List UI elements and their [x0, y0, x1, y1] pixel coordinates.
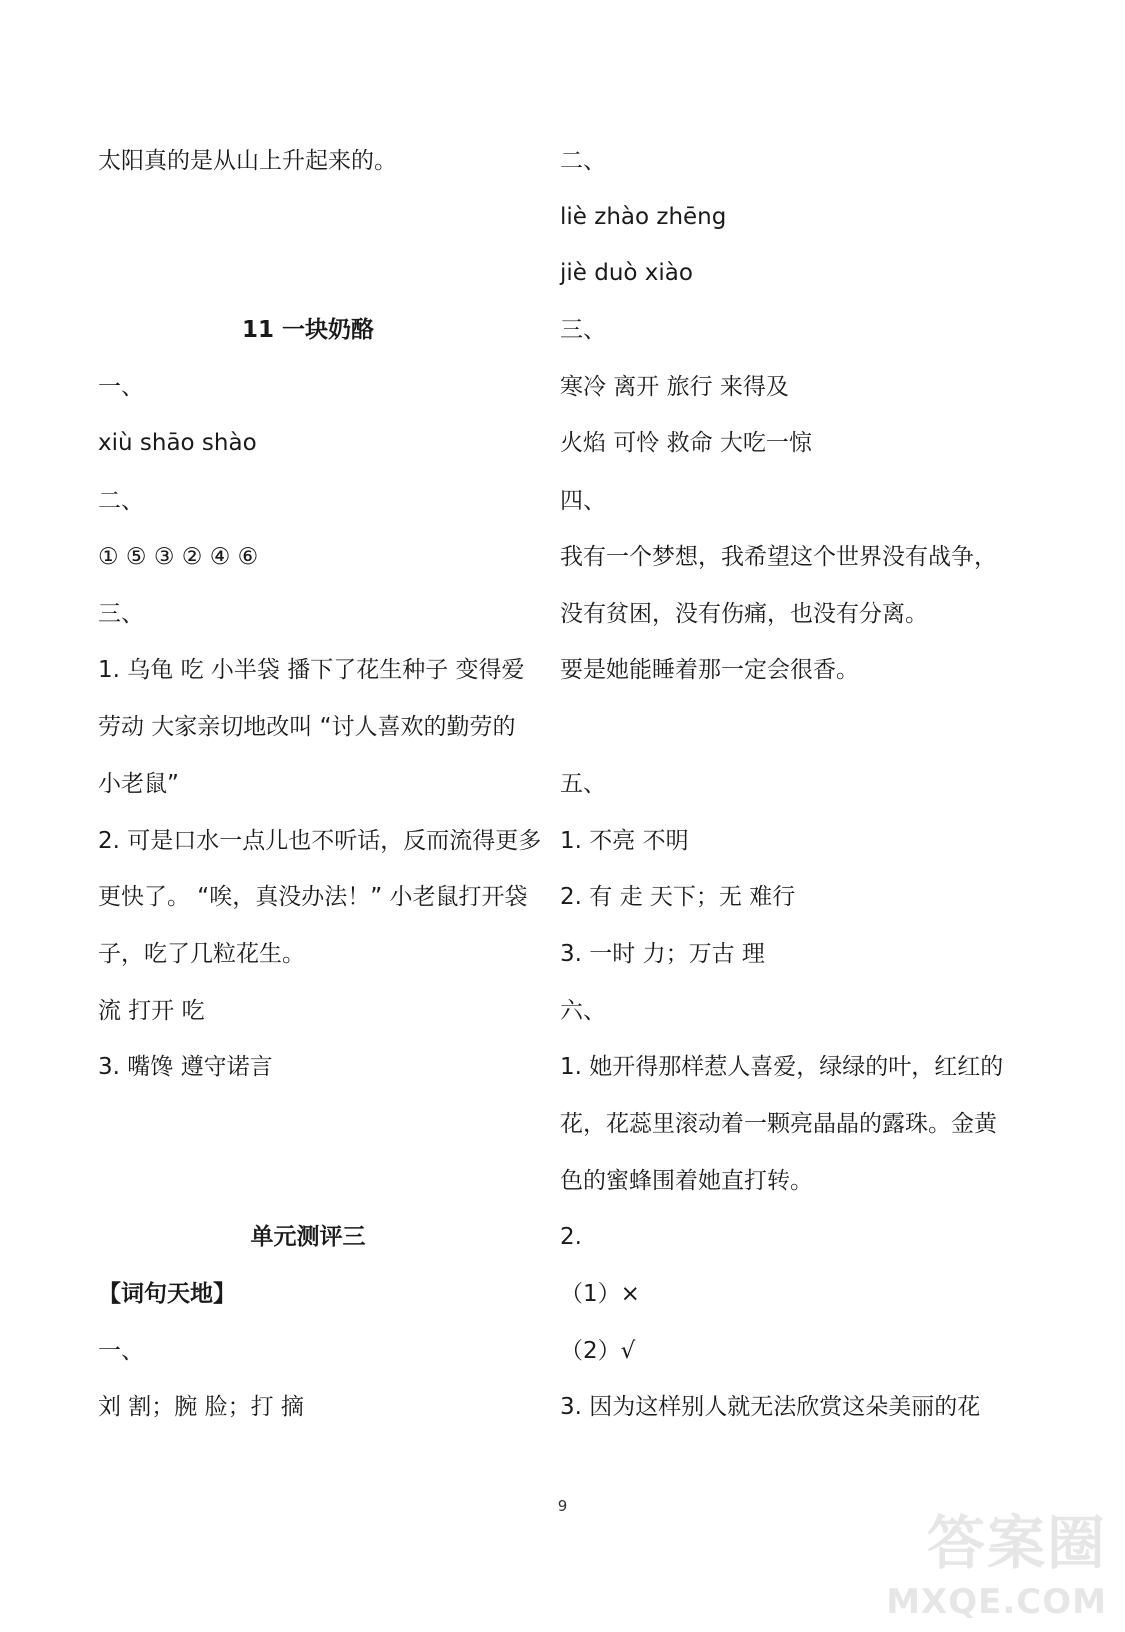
unit-title: 单元测评三: [250, 1224, 366, 1250]
text-line: 2. 有 走 天下；无 难行: [560, 884, 796, 910]
text-line: （2）√: [560, 1338, 636, 1364]
watermark-top-text: 答案圈: [926, 1509, 1107, 1577]
text-line: 我有一个梦想，我希望这个世界没有战争，: [560, 544, 997, 570]
text-line: 2. 可是口水一点儿也不听话，反而流得更多: [98, 828, 542, 854]
section-label: 四、: [560, 488, 606, 514]
text-line: 1. 不亮 不明: [560, 828, 689, 854]
text-line: 小老鼠”: [98, 771, 179, 797]
text-line: 要是她能睡着那一定会很香。: [560, 657, 859, 683]
text-line: 1. 她开得那样惹人喜爱，绿绿的叶，红红的: [560, 1054, 1004, 1080]
text-line: 火焰 可怜 救命 大吃一惊: [560, 430, 812, 456]
text-line: 太阳真的是从山上升起来的。: [98, 148, 397, 174]
watermark-bottom-text: MXQE.COM: [886, 1582, 1107, 1622]
section-label: 三、: [98, 601, 144, 627]
text-line: 劳动 大家亲切地改叫 “讨人喜欢的勤劳的: [98, 714, 516, 740]
text-line: 更快了。 “唉，真没办法！” 小老鼠打开袋: [98, 884, 528, 910]
section-label: 一、: [98, 1338, 144, 1364]
text-line: 3. 因为这样别人就无法欣赏这朵美丽的花: [560, 1394, 981, 1420]
lesson-title: 11 一块奶酪: [241, 317, 374, 343]
text-line: 刘 割；腕 脸；打 摘: [98, 1394, 304, 1420]
text-line: 子，吃了几粒花生。: [98, 941, 305, 967]
text-line: 寒冷 离开 旅行 来得及: [560, 374, 789, 400]
text-line: 花，花蕊里滚动着一颗亮晶晶的露珠。金黄: [560, 1111, 997, 1137]
text-line: 色的蜜蜂围着她直打转。: [560, 1168, 813, 1194]
section-label: 三、: [560, 317, 606, 343]
watermark: [886, 1509, 1107, 1622]
text-line: 流 打开 吃: [98, 998, 205, 1024]
text-line: （1）×: [560, 1281, 640, 1307]
pinyin-answer: jiè duò xiào: [560, 260, 693, 286]
pinyin-answer: liè zhào zhēng: [560, 204, 727, 230]
section-label: 六、: [560, 998, 606, 1024]
text-line: 1. 乌龟 吃 小半袋 播下了花生种子 变得爱: [98, 657, 525, 683]
section-label: 一、: [98, 374, 144, 400]
question-label: 2.: [560, 1224, 582, 1250]
page-number: 9: [557, 1497, 568, 1515]
section-label: 二、: [560, 148, 606, 174]
text-line: 3. 一时 力；万古 理: [560, 941, 765, 967]
section-label: 五、: [560, 771, 606, 797]
pinyin-answer: xiù shāo shào: [98, 430, 257, 456]
order-answer: ① ⑤ ③ ② ④ ⑥: [98, 544, 259, 570]
section-label: 二、: [98, 488, 144, 514]
section-heading: 【词句天地】: [98, 1281, 236, 1307]
text-line: 3. 嘴馋 遵守诺言: [98, 1054, 273, 1080]
text-line: 没有贫困，没有伤痛，也没有分离。: [560, 601, 928, 627]
